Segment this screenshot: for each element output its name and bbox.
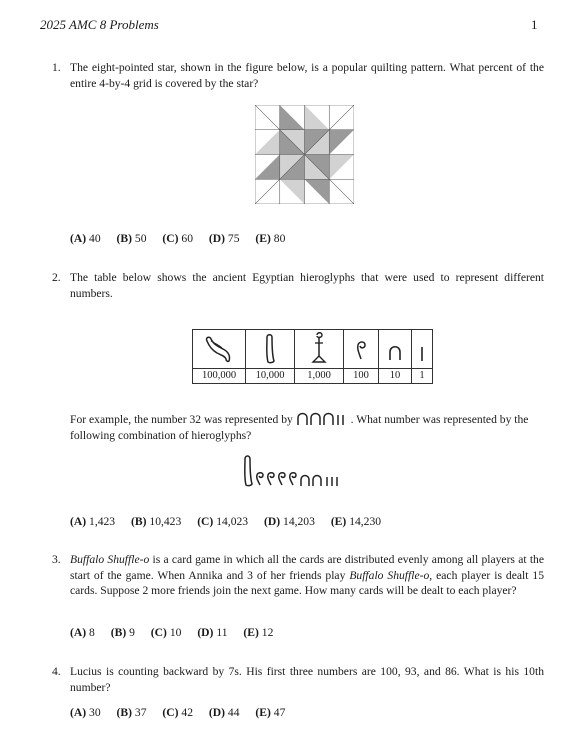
finger-hieroglyph-icon: [245, 456, 252, 486]
choice-d[interactable]: (D) 11: [197, 626, 228, 639]
choice-b[interactable]: (B) 10,423: [131, 515, 182, 528]
lotus-hieroglyph-icon: [295, 330, 344, 369]
choice-e[interactable]: (E) 80: [255, 232, 286, 245]
answer-choices-2: [70, 515, 394, 528]
table-cell: 100,000: [193, 369, 246, 384]
problem-text: The table below shows the ancient Egyptian hieroglyphs that were used to represent different numbers.: [70, 271, 544, 300]
choice-b[interactable]: (B) 50: [116, 232, 147, 245]
hieroglyph-table: [192, 329, 433, 384]
choice-d[interactable]: (D) 75: [208, 232, 240, 245]
table-cell: 10,000: [246, 369, 295, 384]
choice-a[interactable]: (A) 8: [70, 626, 95, 639]
choice-e[interactable]: (E) 14,230: [330, 515, 382, 528]
problem-4: [52, 664, 544, 695]
table-cell: 100: [344, 369, 379, 384]
problem-3: [52, 552, 544, 599]
choice-a[interactable]: (A) 30: [70, 706, 101, 719]
choice-a[interactable]: (A) 1,423: [70, 515, 116, 528]
stroke-hieroglyph-icon: [412, 330, 433, 369]
choice-d[interactable]: (D) 44: [208, 706, 240, 719]
problem-text: Lucius is counting backward by 7s. His first three numbers are 100, 93, and 86. What is his 10th number?: [70, 665, 544, 694]
problem-number: 1.: [52, 61, 61, 74]
problem-1: [52, 60, 544, 91]
choice-e[interactable]: (E) 47: [255, 706, 286, 719]
hieroglyph-combination-figure: [243, 453, 363, 487]
choice-d[interactable]: (D) 14,203: [264, 515, 315, 528]
problem-number: 3.: [52, 553, 61, 566]
heel-hieroglyph-icon: [379, 330, 412, 369]
choice-e[interactable]: (E) 12: [243, 626, 274, 639]
table-cell: 1: [412, 369, 433, 384]
choice-c[interactable]: (C) 60: [162, 232, 193, 245]
table-cell: 1,000: [295, 369, 344, 384]
example-text: For example, the number 32 was represented by . What number was represented by the following combination of hieroglyphs?: [70, 410, 544, 443]
answer-choices-1: [70, 232, 298, 245]
table-cell: 10: [379, 369, 412, 384]
page-number: 1: [531, 17, 538, 32]
problem-text: The eight-pointed star, shown in the figure below, is a popular quilting pattern. What percent of the entire 4-by-4 grid is covered by the star?: [70, 61, 544, 90]
choice-b[interactable]: (B) 37: [116, 706, 147, 719]
finger-hieroglyph-icon: [246, 330, 295, 369]
problem-2: [52, 270, 544, 301]
star-quilt-figure: [255, 105, 354, 204]
choice-c[interactable]: (C) 14,023: [197, 515, 249, 528]
problem-number: 4.: [52, 665, 61, 678]
choice-c[interactable]: (C) 42: [162, 706, 193, 719]
choice-a[interactable]: (A) 40: [70, 232, 101, 245]
problem-number: 2.: [52, 271, 61, 284]
hieroglyph-32-icon: [296, 410, 348, 426]
answer-choices-4: [70, 706, 298, 719]
answer-choices-3: [70, 626, 286, 639]
tadpole-hieroglyph-icon: [193, 330, 246, 369]
grid-lines: [255, 105, 354, 204]
choice-b[interactable]: (B) 9: [110, 626, 135, 639]
choice-c[interactable]: (C) 10: [150, 626, 182, 639]
problem-text: Buffalo Shuffle-o is a card game in which all the cards are distributed evenly among all players at the start of the game. When Annika and 3 of her friends play Buffalo Shuffle-o, each player is dealt 15 cards. Suppose 2 more friends join the next game. How many cards will be dealt to each player?: [70, 553, 544, 598]
page-header-title: 2025 AMC 8 Problems: [40, 17, 159, 32]
coil-hieroglyph-icon: [344, 330, 379, 369]
